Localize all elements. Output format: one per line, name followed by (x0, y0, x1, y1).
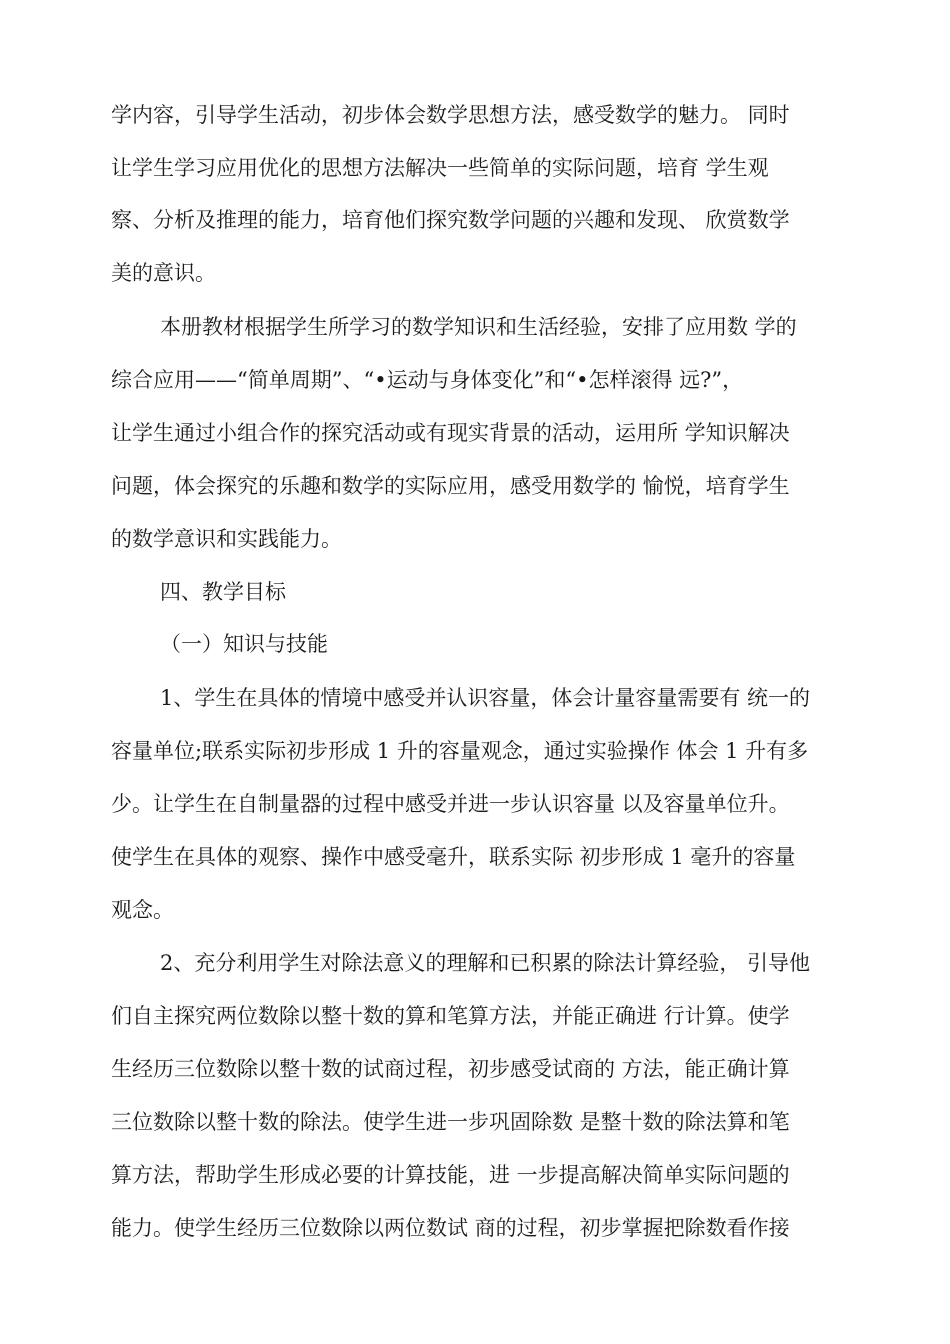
text-line: 观念。 (111, 898, 174, 922)
paragraph-first-line: 1、学生在具体的情境中感受并认识容量，体会计量容量需要有 统一的 (160, 686, 811, 710)
text-line: 让学生通过小组合作的探究活动或有现实背景的活动，运用所 学知识解决 (111, 421, 790, 445)
text-line: 让学生学习应用优化的思想方法解决一些简单的实际问题，培育 学生观 (111, 156, 769, 180)
text-line: 能力。使学生经历三位数除以两位数试 商的过程，初步掌握把除数看作接 (111, 1216, 790, 1240)
text-line: 容量单位;联系实际初步形成 1 升的容量观念，通过实验操作 体会 1 升有多 (111, 739, 809, 763)
text-line: 问题，体会探究的乐趣和数学的实际应用，感受用数学的 愉悦，培育学生 (111, 474, 790, 498)
paragraph-first-line: 本册教材根据学生所学习的数学知识和生活经验，安排了应用数 学的 (160, 315, 797, 339)
subsection-heading: （一）知识与技能 (160, 632, 328, 656)
text-line: 们自主探究两位数除以整十数的算和笔算方法，并能正确进 行计算。使学 (111, 1004, 790, 1028)
text-line: 使学生在具体的观察、操作中感受毫升，联系实际 初步形成 1 毫升的容量 (111, 845, 796, 869)
text-line: 生经历三位数除以整十数的试商过程，初步感受试商的 方法，能正确计算 (111, 1057, 790, 1081)
section-heading: 四、教学目标 (160, 580, 286, 604)
paragraph-first-line: 2、充分利用学生对除法意义的理解和已积累的除法计算经验， 引导他 (160, 951, 811, 975)
text-line: 算方法，帮助学生形成必要的计算技能，进 一步提高解决简单实际问题的 (111, 1163, 790, 1187)
text-line: 三位数除以整十数的除法。使学生进一步巩固除数 是整十数的除法算和笔 (111, 1110, 790, 1134)
text-line: 察、分析及推理的能力，培育他们探究数学问题的兴趣和发现、 欣赏数学 (111, 208, 790, 232)
text-line: 学内容，引导学生活动，初步体会数学思想方法，感受数学的魅力。 同时 (111, 103, 790, 127)
text-line: 美的意识。 (111, 261, 216, 285)
text-line: 综合应用——“简单周期”、“•运动与身体变化”和“•怎样滚得 远?”， (111, 368, 744, 392)
text-line: 少。让学生在自制量器的过程中感受并进一步认识容量 以及容量单位升。 (111, 792, 790, 816)
text-line: 的数学意识和实践能力。 (111, 527, 342, 551)
